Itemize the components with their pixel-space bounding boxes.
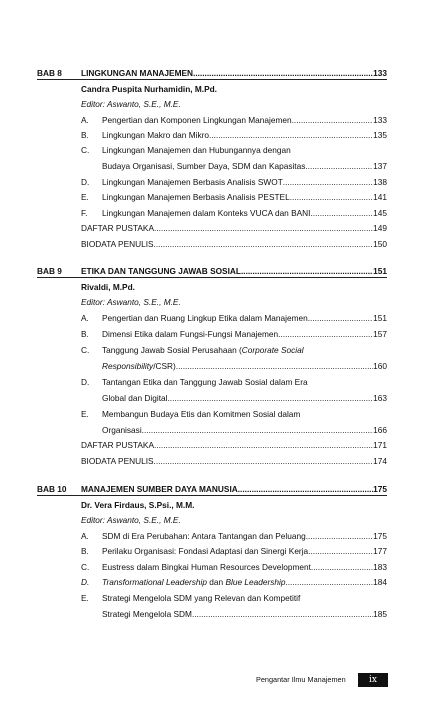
item-letter: A. — [81, 115, 89, 125]
toc-item[interactable] — [102, 130, 387, 141]
item-letter: A. — [81, 531, 89, 541]
chapter-title: LINGKUNGAN MANAJEMEN — [81, 68, 194, 78]
chapter-author: Candra Puspita Nurhamidin, M.Pd. — [81, 84, 217, 94]
biodata-page: 174 — [373, 456, 387, 466]
daftar-pustaka-label: DAFTAR PUSTAKA — [81, 440, 154, 450]
daftar-pustaka-label: DAFTAR PUSTAKA — [81, 223, 154, 233]
chapter-label: BAB 8 — [37, 68, 62, 78]
toc-item[interactable] — [102, 546, 387, 557]
page-number-badge: ix — [358, 673, 388, 687]
toc-item-text: Global dan Digital — [102, 393, 168, 403]
toc-item-page: 151 — [373, 313, 387, 323]
item-letter: E. — [81, 409, 89, 419]
toc-item-page: 141 — [373, 192, 387, 202]
item-letter: E. — [81, 593, 89, 603]
item-letter: D. — [81, 177, 90, 187]
toc-item-page: 160 — [373, 361, 387, 371]
toc-item-page: 177 — [373, 546, 387, 556]
toc-item-page: 157 — [373, 329, 387, 339]
daftar-pustaka-row[interactable] — [81, 440, 387, 451]
toc-item-text: SDM di Era Perubahan: Antara Tantangan dan Peluang — [102, 531, 306, 541]
toc-item-text: Perilaku Organisasi: Fondasi Adaptasi dan Sinergi Kerja — [102, 546, 309, 556]
chapter-editor: Editor: Aswanto, S.E., M.E. — [81, 515, 181, 525]
toc-item-page: 145 — [373, 208, 387, 218]
toc-item-text: Tantangan Etika dan Tanggung Jawab Sosial dalam Era — [102, 377, 308, 387]
biodata-label: BIODATA PENULIS — [81, 456, 154, 466]
biodata-page: 150 — [373, 239, 387, 249]
toc-item-page: 183 — [373, 562, 387, 572]
toc-item-text: /CSR) — [153, 361, 176, 371]
toc-item-page: 137 — [373, 161, 387, 171]
item-letter: D. — [81, 377, 90, 387]
toc-item-text-line1[interactable] — [102, 377, 387, 388]
chapter-title-row[interactable] — [81, 266, 387, 277]
toc-item[interactable] — [102, 192, 387, 203]
toc-item-text: dan — [207, 577, 226, 587]
toc-item[interactable] — [102, 562, 387, 573]
item-letter: E. — [81, 192, 89, 202]
biodata-row[interactable] — [81, 239, 387, 250]
toc-item-page: 163 — [373, 393, 387, 403]
toc-item-text: Organisasi — [102, 425, 142, 435]
toc-item-page: 138 — [373, 177, 387, 187]
toc-item[interactable] — [102, 425, 387, 436]
toc-item[interactable] — [102, 208, 387, 219]
toc-item-text: Budaya Organisasi, Sumber Daya, SDM dan Kapasitas — [102, 161, 306, 171]
item-letter: B. — [81, 546, 89, 556]
divider — [37, 495, 387, 496]
chapter-title-row[interactable] — [81, 484, 387, 495]
toc-item-text-italic: Corporate Social — [241, 345, 304, 355]
toc-item-text: Strategi Mengelola SDM yang Relevan dan Kompetitif — [102, 593, 301, 603]
toc-item-text-line1[interactable] — [102, 345, 387, 356]
toc-item-page: 175 — [373, 531, 387, 541]
toc-item-text: Membangun Budaya Etis dan Komitmen Sosial dalam — [102, 409, 301, 419]
chapter-label: BAB 9 — [37, 266, 62, 276]
chapter-author: Dr. Vera Firdaus, S.Psi., M.M. — [81, 500, 195, 510]
toc-item-text-italic: Transformational Leadership — [102, 577, 207, 587]
divider — [37, 79, 387, 80]
daftar-pustaka-page: 149 — [373, 223, 387, 233]
chapter-page: 133 — [373, 68, 387, 78]
toc-item-text-line1[interactable] — [102, 593, 387, 604]
toc-item-text-italic: Blue Leadership — [225, 577, 286, 587]
toc-item[interactable] — [102, 313, 387, 324]
toc-item-text: Pengertian dan Komponen Lingkungan Manajemen — [102, 115, 292, 125]
toc-item[interactable] — [102, 161, 387, 172]
daftar-pustaka-page: 171 — [373, 440, 387, 450]
toc-item-text: Dimensi Etika dalam Fungsi-Fungsi Manajemen — [102, 329, 279, 339]
toc-item-text: Eustress dalam Bingkai Human Resources Development — [102, 562, 311, 572]
item-letter: C. — [81, 345, 90, 355]
toc-item-text: Lingkungan Manajemen dan Hubungannya dengan — [102, 145, 291, 155]
toc-item[interactable] — [102, 115, 387, 126]
divider — [37, 277, 387, 278]
toc-item-text-italic: Responsibility — [102, 361, 154, 371]
chapter-page: 175 — [373, 484, 387, 494]
chapter-title: MANAJEMEN SUMBER DAYA MANUSIA. — [81, 484, 241, 494]
toc-item[interactable] — [102, 329, 387, 340]
biodata-label: BIODATA PENULIS — [81, 239, 154, 249]
toc-item-page: 133 — [373, 115, 387, 125]
toc-item[interactable] — [102, 393, 387, 404]
toc-item-text-line1[interactable] — [102, 409, 387, 420]
toc-item[interactable] — [102, 531, 387, 542]
daftar-pustaka-row[interactable] — [81, 223, 387, 234]
chapter-editor: Editor: Aswanto, S.E., M.E. — [81, 99, 181, 109]
item-letter: A. — [81, 313, 89, 323]
item-letter: F. — [81, 208, 88, 218]
item-letter: C. — [81, 562, 90, 572]
toc-item-text: Pengertian dan Ruang Lingkup Etika dalam Manajemen — [102, 313, 308, 323]
toc-item-text: Lingkungan Makro dan Mikro — [102, 130, 209, 140]
toc-item-page: 185 — [373, 609, 387, 619]
toc-item[interactable] — [102, 609, 387, 620]
item-letter: D. — [81, 577, 90, 587]
toc-item-text: Lingkungan Manajemen Berbasis Analisis SWOT — [102, 177, 283, 187]
toc-item-page: 184 — [373, 577, 387, 587]
toc-item-text: Strategi Mengelola SDM — [102, 609, 192, 619]
toc-item[interactable] — [102, 361, 387, 372]
toc-item-text: Lingkungan Manajemen dalam Konteks VUCA dan BANI — [102, 208, 311, 218]
toc-item[interactable] — [102, 177, 387, 188]
chapter-label: BAB 10 — [37, 484, 67, 494]
chapter-page: 151 — [373, 266, 387, 276]
item-letter: B. — [81, 329, 89, 339]
toc-item-text: Lingkungan Manajemen Berbasis Analisis PESTEL — [102, 192, 290, 202]
item-letter: C. — [81, 145, 90, 155]
chapter-editor: Editor: Aswanto, S.E., M.E. — [81, 297, 181, 307]
toc-item-text: Tanggung Jawab Sosial Perusahaan ( — [102, 345, 242, 355]
toc-item-page: 135 — [373, 130, 387, 140]
toc-item[interactable] — [102, 577, 387, 588]
chapter-author: Rivaldi, M.Pd. — [81, 282, 135, 292]
biodata-row[interactable] — [81, 456, 387, 467]
toc-item-text-line1[interactable] — [102, 145, 387, 156]
chapter-title: ETIKA DAN TANGGUNG JAWAB SOSIAL — [81, 266, 241, 276]
item-letter: B. — [81, 130, 89, 140]
toc-item-page: 166 — [373, 425, 387, 435]
running-footer-title: Pengantar Ilmu Manajemen — [256, 675, 346, 684]
chapter-title-row[interactable] — [81, 68, 387, 79]
